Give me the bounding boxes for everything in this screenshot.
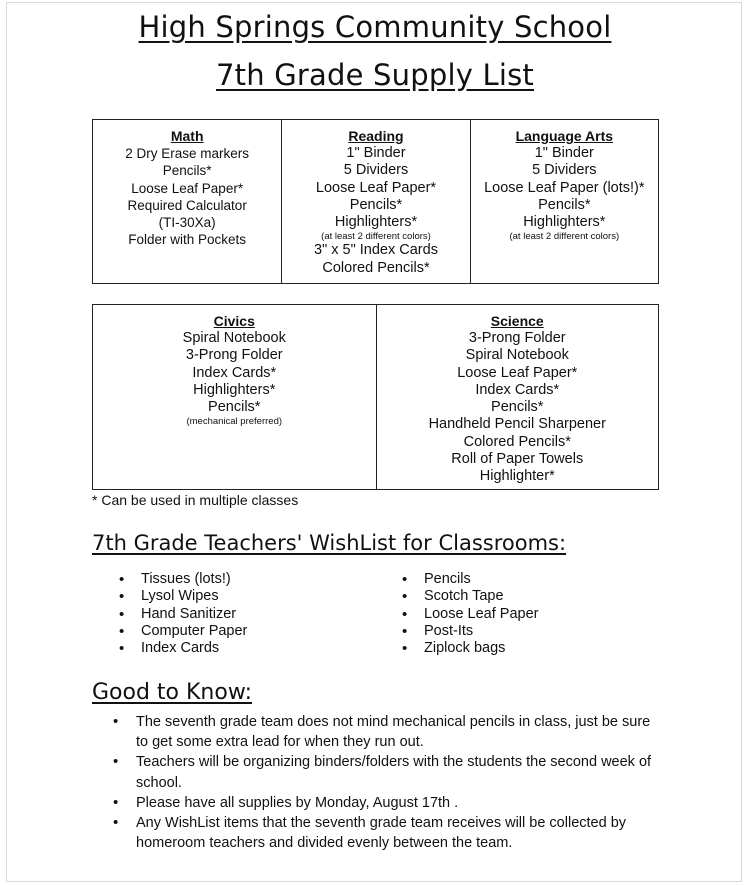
supply-item: Loose Leaf Paper (lots!)*	[484, 179, 645, 196]
supply-item: Pencils*	[162, 163, 212, 179]
supply-item: 2 Dry Erase markers	[125, 146, 250, 161]
supply-item: Spiral Notebook	[182, 330, 286, 346]
supply-item: Loose Leaf Paper*	[457, 364, 578, 381]
supply-item: Roll of Paper Towels	[451, 451, 584, 468]
subject-heading: Language Arts	[515, 128, 614, 144]
supply-item: Spiral Notebook	[465, 347, 569, 364]
supply-item: Loose Leaf Paper*	[131, 180, 244, 196]
supply-table-other	[92, 304, 659, 490]
wishlist-left-column	[113, 571, 247, 657]
wishlist-heading: 7th Grade Teachers' WishList for Classrooms:	[92, 531, 567, 555]
supply-item: 5 Dividers	[343, 162, 409, 179]
supply-item: Pencils*	[538, 196, 591, 213]
subject-heading: Reading	[348, 128, 404, 144]
supply-item: 5 Dividers	[532, 162, 597, 179]
list-item: • Index Cards	[113, 640, 247, 657]
list-item: • Loose Leaf Paper	[396, 606, 538, 623]
supply-items	[282, 145, 469, 277]
supply-list-title: 7th Grade Supply List	[216, 58, 534, 92]
list-item: • Ziplock bags	[396, 640, 538, 657]
supply-item: Highlighters*	[334, 214, 418, 231]
list-item: • Any WishList items that the seventh grade team receives will be collected by homeroom teachers and divided evenly between the team.	[113, 813, 658, 853]
list-item: • Post-Its	[396, 623, 538, 640]
list-item: • Lysol Wipes	[113, 588, 247, 605]
supply-item: Highlighter*	[479, 468, 555, 485]
subject-heading: Civics	[213, 313, 255, 329]
supply-item: 3" x 5" Index Cards	[314, 242, 438, 259]
supply-item: Handheld Pencil Sharpener	[428, 416, 606, 433]
supply-item: Pencils*	[491, 399, 544, 416]
good-to-know-list	[113, 712, 658, 853]
supply-item: Loose Leaf Paper*	[315, 179, 437, 196]
supply-item: Colored Pencils*	[463, 433, 571, 450]
supply-item: Index Cards*	[192, 364, 277, 381]
list-item: • Pencils	[396, 571, 538, 588]
list-item: • Teachers will be organizing binders/folders with the students the second week of school.	[113, 752, 658, 792]
supply-note: (at least 2 different colors)	[509, 231, 620, 243]
supply-items	[93, 145, 281, 249]
supply-note: (mechanical preferred)	[186, 416, 283, 428]
supply-item: Pencils*	[349, 196, 403, 213]
supply-item: Folder with Pockets	[128, 232, 247, 248]
supply-item: Highlighters*	[193, 381, 276, 398]
supply-item: Required Calculator	[127, 197, 247, 213]
footnote: * Can be used in multiple classes	[92, 492, 299, 508]
supply-item: Pencils*	[208, 399, 261, 416]
supply-item: 1" Binder	[534, 145, 594, 161]
list-item: • The seventh grade team does not mind mechanical pencils in class, just be sure to get some extra lead for when they run out.	[113, 712, 658, 752]
supply-item: 3-Prong Folder	[185, 347, 283, 364]
subject-heading: Math	[170, 128, 204, 144]
supply-item: Highlighters*	[523, 214, 606, 231]
list-item: • Computer Paper	[113, 623, 247, 640]
supply-note: (at least 2 different colors)	[321, 231, 431, 243]
supply-item: Index Cards*	[475, 381, 560, 398]
supply-item: Colored Pencils*	[322, 259, 430, 276]
list-item: • Scotch Tape	[396, 588, 538, 605]
supply-items	[377, 330, 659, 486]
supply-items	[471, 145, 658, 242]
subject-cell-reading	[281, 120, 469, 283]
wishlist-right-column	[396, 571, 538, 657]
supply-items	[93, 330, 376, 427]
list-item: • Please have all supplies by Monday, August 17th .	[113, 793, 658, 813]
school-title: High Springs Community School	[138, 10, 612, 44]
good-to-know-heading: Good to Know:	[92, 680, 253, 705]
list-item: • Hand Sanitizer	[113, 606, 247, 623]
supply-item: 3-Prong Folder	[468, 330, 566, 346]
subject-cell-language-arts	[470, 120, 658, 283]
supply-item: (TI-30Xa)	[158, 215, 216, 231]
supply-table-core	[92, 119, 659, 284]
supply-item: 1" Binder	[346, 145, 406, 161]
subject-cell-math	[93, 120, 281, 283]
subject-heading: Science	[490, 313, 544, 329]
subject-cell-science	[376, 305, 659, 489]
subject-cell-civics	[93, 305, 376, 489]
list-item: • Tissues (lots!)	[113, 571, 247, 588]
